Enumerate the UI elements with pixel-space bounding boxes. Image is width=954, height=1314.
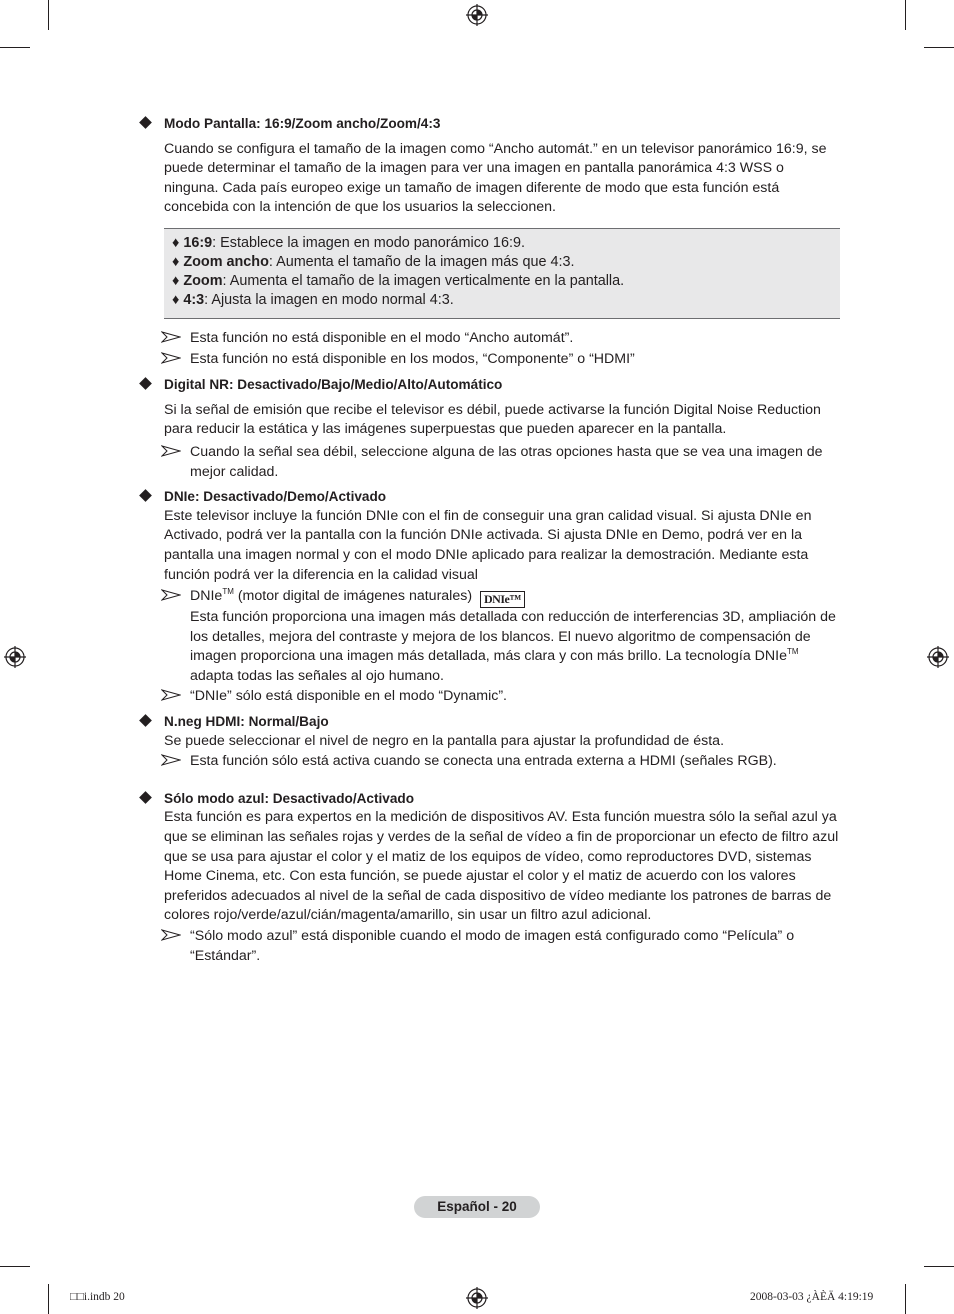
note: “DNIe” sólo está disponible en el modo “Dynamic”. [140, 687, 840, 707]
crop-mark [48, 1284, 49, 1314]
note-arrow-icon [161, 589, 181, 601]
note: “Sólo modo azul” está disponible cuando el modo de imagen está configurado como “Película” o “Estándar”. [140, 927, 840, 966]
crop-mark [905, 1284, 906, 1314]
slug-timestamp: 2008-03-03 ¿ÀÈÄ 4:19:19 [750, 1291, 874, 1303]
diamond-bullet-icon [139, 714, 152, 727]
diamond-bullet-icon [139, 116, 152, 129]
paragraph: Esta función es para expertos en la medición de dispositivos AV. Esta función muestra sólo la señal azul ya que se eliminan las señales rojas y verdes de la señal de vídeo a fin de proporcionar un efecto de filtro azul que se usa para ajustar el color y el matiz de los equipos de vídeo, como reproductores DVD, sistemas Home Cinema, etc. Con esta función, se puede ajustar el color y el matiz de acuerdo con los valores preferidos adecuados al nivel de la señal de cada dispositivo de vídeo mediante los patrones de barras de colores rojo/verde/azul/cián/magenta/amarillo, sin usar un filtro azul adicional. [164, 809, 839, 924]
section-heading: DNIe: Desactivado/Demo/Activado [140, 487, 840, 507]
crop-mark [924, 47, 954, 48]
note-arrow-icon [161, 754, 181, 766]
option-item: ♦ 16:9: Establece la imagen en modo panorámico 16:9. [172, 234, 525, 251]
page-content [140, 114, 840, 966]
note-arrow-icon [161, 929, 181, 941]
note: Cuando la señal sea débil, seleccione alguna de las otras opciones hasta que se vea una imagen de mejor calidad. [140, 443, 840, 482]
option-item: ♦ Zoom: Aumenta el tamaño de la imagen verticalmente en la pantalla. [172, 272, 625, 289]
paragraph: Este televisor incluye la función DNIe con el fin de conseguir una gran calidad visual. Si ajusta DNIe en Activado, podrá ver la pantalla con la función DNIe activada. Si ajusta DNIe en Demo, podrá ver en la pantalla una imagen normal y con el modo DNIe aplicado para realizar la demostración. Mediante esta función podrá ver la diferencia en la calidad visual [164, 507, 812, 583]
note-arrow-icon [161, 445, 181, 457]
crop-mark [0, 1266, 30, 1267]
section-heading: Sólo modo azul: Desactivado/Activado [140, 789, 840, 809]
registration-mark-icon [4, 646, 26, 668]
option-item: ♦ 4:3: Ajusta la imagen en modo normal 4:3. [172, 291, 454, 308]
section-heading: Modo Pantalla: 16:9/Zoom ancho/Zoom/4:3 [140, 114, 840, 134]
crop-mark [48, 0, 49, 30]
registration-mark-icon [927, 646, 949, 668]
note: Esta función sólo está activa cuando se conecta una entrada externa a HDMI (señales RGB). [140, 752, 840, 772]
crop-mark [905, 0, 906, 30]
dnie-logo: DNIe™ [480, 591, 525, 608]
option-box [164, 228, 840, 319]
note-arrow-icon [161, 352, 181, 364]
crop-mark [0, 47, 30, 48]
note: Esta función no está disponible en el modo “Ancho automát”. [140, 329, 840, 349]
registration-mark-icon [466, 1287, 488, 1309]
crop-mark [924, 1266, 954, 1267]
page-number-badge: Español - 20 [414, 1196, 540, 1218]
section-heading: Digital NR: Desactivado/Bajo/Medio/Alto/Automático [140, 375, 840, 395]
note-arrow-icon [161, 331, 181, 343]
paragraph: Se puede seleccionar el nivel de negro en la pantalla para ajustar la profundidad de ésta. [164, 732, 725, 749]
dnie-note: DNIe™ (motor digital de imágenes naturales) DNIe™ Esta función proporciona una imagen más detallada con reducción de interferencias 3D, ampliación de los detalles, mejora del contraste y mejora de los blancos. El nuevo algoritmo de compensación de imagen proporciona una imagen más detallada, más clara y con más brillo. La tecnología DNIe™ adapta todas las señales al ojo humano. [140, 587, 840, 686]
note-arrow-icon [161, 689, 181, 701]
diamond-bullet-icon [139, 377, 152, 390]
section-heading: N.neg HDMI: Normal/Bajo [140, 712, 840, 732]
paragraph: Cuando se configura el tamaño de la imagen como “Ancho automát.” en un televisor panorámico 16:9, se puede determinar el tamaño de la imagen para ver una imagen en pantalla panorámica 4:3 WSS o ninguna. Cada país europeo exige un tamaño de imagen diferente de modo que esta función está concebida con la intención de que los usuarios la seleccionen. [164, 140, 827, 216]
diamond-bullet-icon [139, 791, 152, 804]
registration-mark-icon [466, 4, 488, 26]
slug-file: □□i.indb 20 [70, 1291, 125, 1303]
diamond-bullet-icon [139, 489, 152, 502]
paragraph: Si la señal de emisión que recibe el televisor es débil, puede activarse la función Digital Noise Reduction para reducir la estática y las imágenes superpuestas que pueden aparecer en la pantalla. [164, 401, 821, 438]
note: Esta función no está disponible en los modos, “Componente” o “HDMI” [140, 350, 840, 370]
option-item: ♦ Zoom ancho: Aumenta el tamaño de la imagen más que 4:3. [172, 253, 575, 270]
